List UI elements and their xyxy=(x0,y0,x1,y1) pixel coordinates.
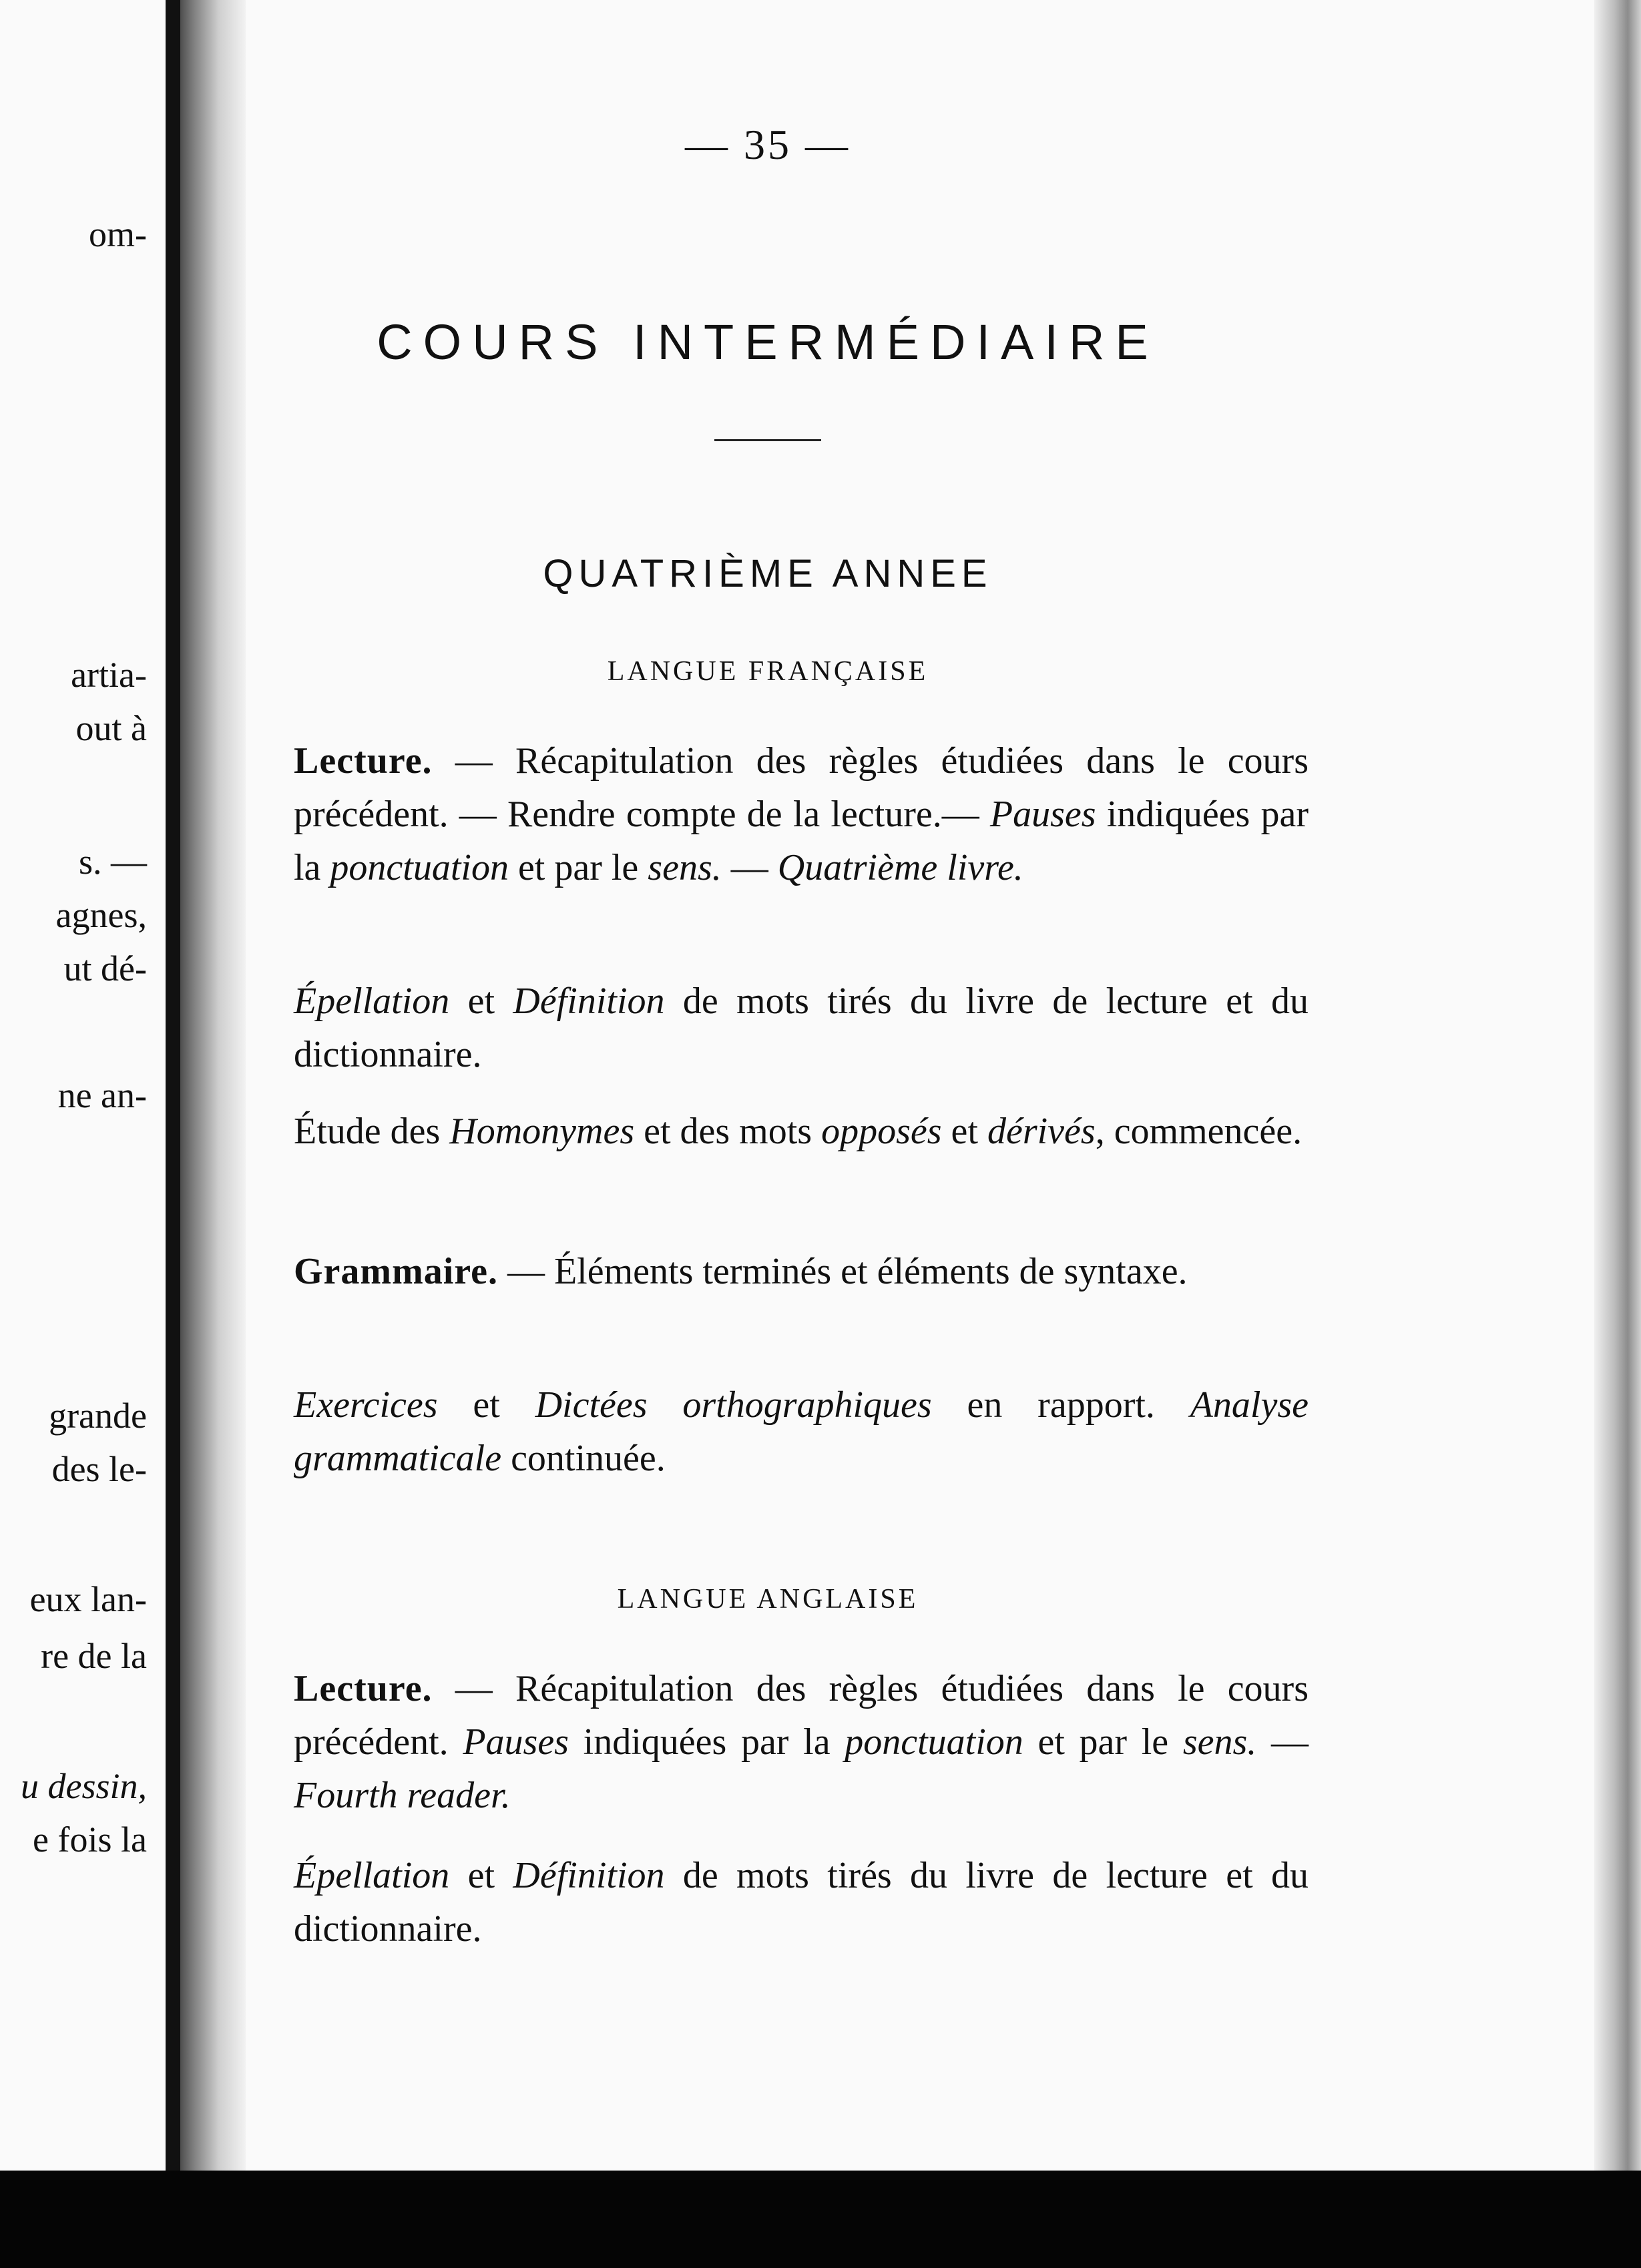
paragraph-french-epellation xyxy=(254,974,1309,1081)
paragraph-italic: Fourth reader. xyxy=(294,1775,511,1816)
paragraph-italic: Homonymes xyxy=(449,1111,635,1152)
paragraph-italic: sens. xyxy=(648,847,722,888)
paragraph-lead: Grammaire. xyxy=(294,1251,498,1292)
paragraph-lead: Lecture. xyxy=(294,740,433,782)
facing-page-fragment xyxy=(0,0,166,2171)
subject-heading-french: LANGUE FRANÇAISE xyxy=(607,656,929,687)
page-number: — 35 — xyxy=(685,121,851,168)
facing-page-line: ut dé- xyxy=(63,948,147,988)
facing-page-line: agnes, xyxy=(55,895,147,935)
facing-page-line: out à xyxy=(75,708,147,748)
paragraph-italic: Analyse grammaticale xyxy=(294,1384,1309,1479)
paragraph-text: et par le xyxy=(508,847,648,888)
paragraph-text: de mots tirés du livre de lecture et du dictionnaire. xyxy=(294,980,1309,1075)
facing-page-line: s. — xyxy=(78,842,147,882)
paragraph-italic: dérivés xyxy=(987,1111,1096,1152)
scan-bottom-border xyxy=(0,2171,1641,2268)
facing-page-line xyxy=(21,1765,147,1807)
subject-heading-english: LANGUE ANGLAISE xyxy=(617,1584,919,1615)
paragraph-english-lecture xyxy=(254,1662,1309,1822)
paragraph-text: et des mots xyxy=(634,1111,822,1152)
facing-page-line: e fois la xyxy=(33,1819,147,1860)
section-title: COURS INTERMÉDIAIRE xyxy=(377,314,1159,370)
facing-page-line: grande xyxy=(49,1396,147,1436)
paragraph-italic: Pauses xyxy=(989,794,1096,835)
paragraph-italic: sens. xyxy=(1182,1721,1257,1763)
paragraph-italic: Exercices xyxy=(294,1384,438,1426)
paragraph-italic: Définition xyxy=(513,1855,665,1896)
facing-page-line: des le- xyxy=(51,1449,147,1489)
paragraph-text: — xyxy=(1256,1721,1309,1763)
facing-page-line: eux lan- xyxy=(29,1579,147,1619)
paragraph-italic: Épellation xyxy=(294,980,450,1022)
paragraph-text: , commencée. xyxy=(1095,1111,1303,1152)
paragraph-italic: Définition xyxy=(513,980,665,1022)
paragraph-lead: Lecture. xyxy=(294,1668,433,1709)
paragraph-text: — Récapitulation des règles étudiées dans le cours précédent. xyxy=(294,1668,1309,1763)
paragraph-french-etude xyxy=(254,1105,1309,1158)
paragraph-italic: Quatrième livre. xyxy=(777,847,1023,888)
page-gutter-edge xyxy=(166,0,180,2171)
paragraph-text: — xyxy=(721,847,778,888)
facing-page-line: ne an- xyxy=(57,1075,147,1115)
paragraph-french-exercices xyxy=(254,1378,1309,1485)
paragraph-italic: Dictées orthographiques xyxy=(535,1384,932,1426)
paragraph-text: continuée. xyxy=(501,1438,666,1479)
paragraph-italic: Épellation xyxy=(294,1855,450,1896)
paragraph-text: de mots tirés du livre de lecture et du dictionnaire. xyxy=(294,1855,1309,1950)
facing-page-line-text: u dessin, xyxy=(21,1766,147,1806)
facing-page-line: om- xyxy=(89,214,147,254)
paragraph-text: indiquées par la xyxy=(294,794,1309,888)
paragraph-text: et xyxy=(449,1855,513,1896)
paragraph-french-grammaire xyxy=(254,1245,1309,1298)
title-divider xyxy=(714,439,821,441)
paragraph-text: — Récapitulation des règles étudiées dans le cours précédent. — Rendre compte de la lecture.— xyxy=(294,740,1309,835)
paragraph-italic: Pauses xyxy=(463,1721,569,1763)
paragraph-text: et par le xyxy=(1023,1721,1183,1763)
paragraph-italic: ponctuation xyxy=(845,1721,1023,1763)
paragraph-french-lecture xyxy=(254,734,1309,894)
paragraph-text: Étude des xyxy=(294,1111,450,1152)
facing-page-line: re de la xyxy=(41,1636,147,1676)
paragraph-text: et xyxy=(449,980,513,1022)
page-right-edge xyxy=(1594,0,1641,2171)
year-title: QUATRIÈME ANNEE xyxy=(543,552,993,595)
paragraph-english-epellation xyxy=(254,1849,1309,1956)
paragraph-text: et xyxy=(437,1384,535,1426)
paragraph-italic: opposés xyxy=(821,1111,942,1152)
paragraph-text: et xyxy=(941,1111,987,1152)
paragraph-italic: ponctuation xyxy=(330,847,509,888)
facing-page-line: artia- xyxy=(71,655,147,695)
paragraph-text: en rapport. xyxy=(931,1384,1190,1426)
paragraph-text: indiquées par la xyxy=(568,1721,845,1763)
main-page xyxy=(254,0,1309,2171)
paragraph-text: — Éléments terminés et éléments de syntaxe. xyxy=(497,1251,1188,1292)
